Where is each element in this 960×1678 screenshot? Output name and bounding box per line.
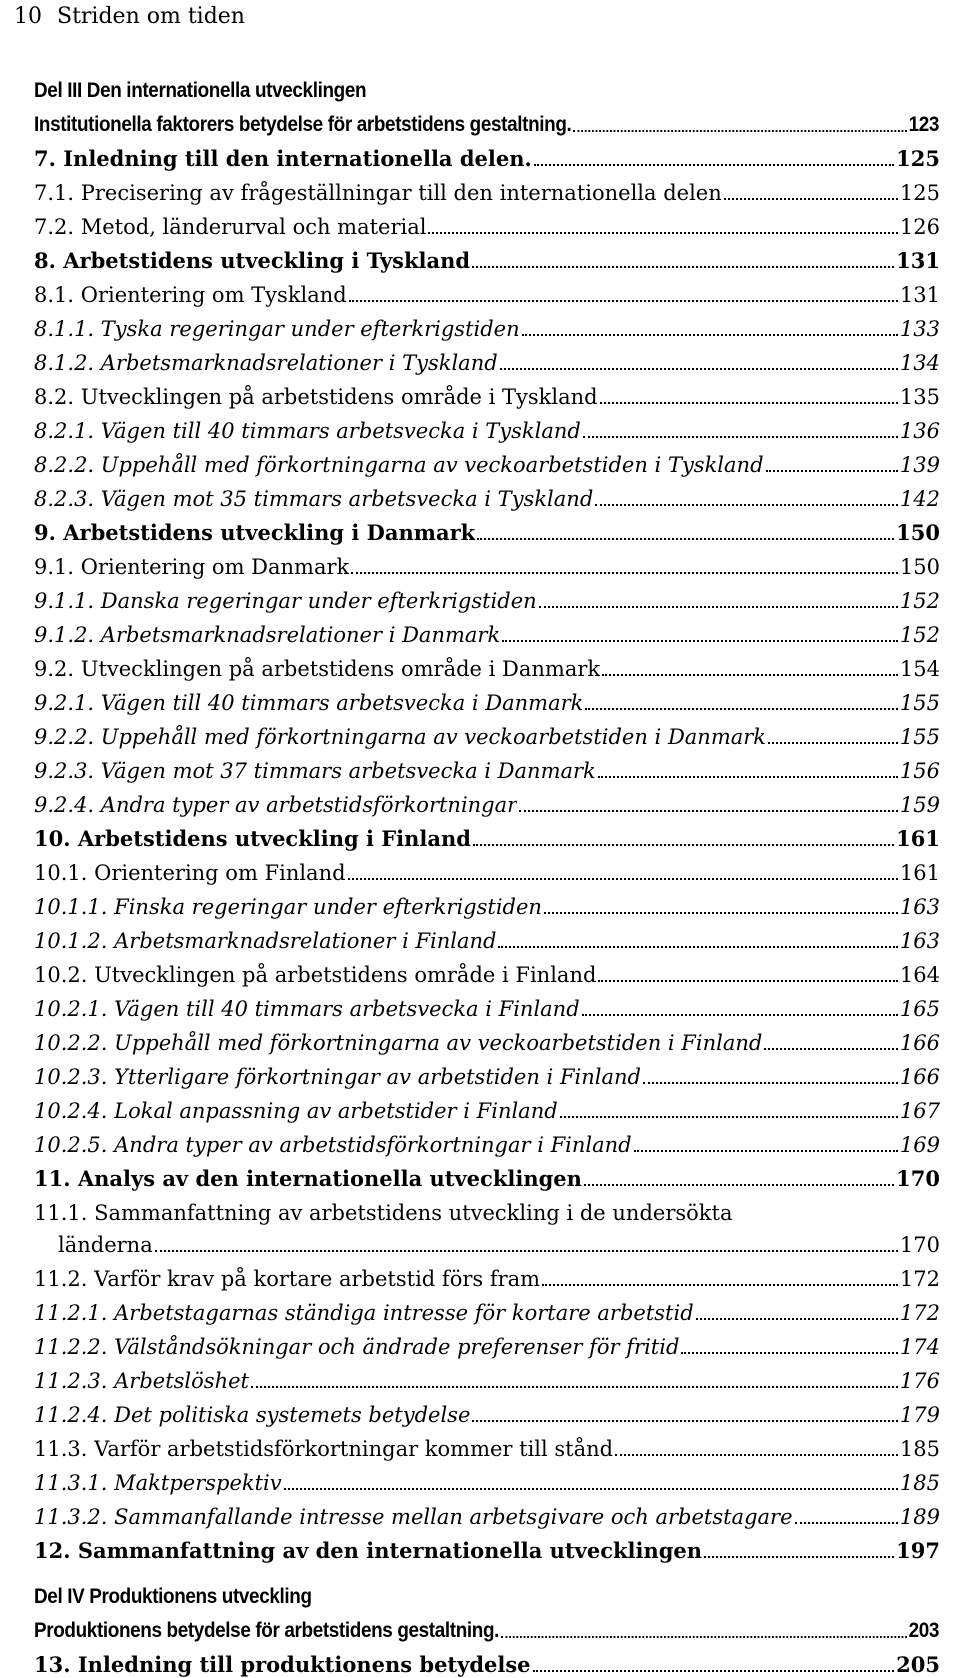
dot-leader: [795, 1522, 898, 1524]
header-running-title: Striden om tiden: [57, 4, 245, 29]
toc-entry: [34, 818, 940, 852]
toc-entry-title: 9.2.1. Vägen till 40 timmars arbetsvecka i Danmark: [34, 691, 584, 715]
toc-entry-page: 170: [896, 1166, 940, 1191]
toc-entry: [34, 1192, 940, 1226]
toc-entry-title: länderna: [58, 1233, 153, 1257]
toc-entry: [34, 240, 940, 274]
toc-entry: [34, 716, 940, 750]
toc-entry: [34, 1258, 940, 1292]
toc-entry-title: 11. Analys av den internationella utvecklingen: [34, 1166, 582, 1191]
toc-entry-page: 131: [896, 248, 940, 273]
toc-entry: [34, 478, 940, 512]
toc-entry-page: 159: [899, 793, 940, 817]
dot-leader: [284, 1488, 898, 1490]
toc-entry-title: 10.2. Utvecklingen på arbetstidens område i Finland: [34, 963, 597, 987]
toc-entry-title: Institutionella faktorers betydelse för arbetstidens gestaltning.: [34, 113, 572, 136]
toc-entry: [34, 512, 940, 546]
toc-entry-page: 176: [899, 1369, 940, 1393]
toc-entry-page: 189: [899, 1505, 940, 1529]
toc-entry: [34, 274, 940, 308]
toc-entry-page: 154: [899, 657, 940, 681]
toc-entry: [34, 580, 940, 614]
dot-leader: [681, 1352, 898, 1354]
dot-leader: [724, 198, 898, 200]
dot-leader: [542, 1284, 898, 1286]
toc-entry-title: 10. Arbetstidens utveckling i Finland: [34, 826, 471, 851]
toc-entry-page: 165: [899, 997, 940, 1021]
toc-entry: [34, 852, 940, 886]
toc-entry: [34, 682, 940, 716]
toc-entry-page: 136: [899, 419, 940, 443]
dot-leader: [764, 1048, 898, 1050]
toc-entry-page: 125: [896, 146, 940, 171]
dot-leader: [560, 1116, 898, 1118]
toc-entry: [34, 444, 940, 478]
dot-leader: [583, 436, 898, 438]
toc-entry: [34, 648, 940, 682]
toc-entry-title: Produktionens betydelse för arbetstidens gestaltning.: [34, 1619, 500, 1642]
dot-leader: [585, 708, 898, 710]
toc-entry: [34, 172, 940, 206]
toc-entry: [34, 376, 940, 410]
toc-entry-title: 8.2.1. Vägen till 40 timmars arbetsvecka i Tyskland: [34, 419, 581, 443]
table-of-contents: [34, 70, 940, 1678]
toc-entry-title: 10.1.1. Finska regeringar under efterkrigstiden: [34, 895, 542, 919]
toc-entry: [34, 1226, 940, 1258]
toc-entry-page: 150: [896, 520, 940, 545]
toc-entry-title: 11.3.1. Maktperspektiv: [34, 1471, 282, 1495]
toc-entry-title: 8.2.2. Uppehåll med förkortningarna av veckoarbetstiden i Tyskland: [34, 453, 764, 477]
toc-entry: [34, 1056, 940, 1090]
dot-leader: [602, 674, 898, 676]
toc-entry-page: 185: [899, 1471, 940, 1495]
toc-entry-title: 11.2.3. Arbetslöshet: [34, 1369, 249, 1393]
toc-entry-title: 9.2.3. Vägen mot 37 timmars arbetsvecka i Danmark: [34, 759, 596, 783]
toc-entry: [34, 1644, 940, 1678]
toc-entry-page: 125: [899, 181, 940, 205]
toc-entry-page: 135: [899, 385, 940, 409]
toc-entry-title: 13. Inledning till produktionens betydelse: [34, 1652, 531, 1677]
toc-entry-title: 7.2. Metod, länderurval och material: [34, 215, 427, 239]
toc-entry-page: 166: [899, 1031, 940, 1055]
toc-entry-title: Del IV Produktionens utveckling: [34, 1585, 312, 1608]
toc-entry-title: 10.2.3. Ytterligare förkortningar av arbetstiden i Finland: [34, 1065, 641, 1089]
toc-entry: [34, 1158, 940, 1192]
toc-entry-page: 166: [899, 1065, 940, 1089]
toc-entry-page: 169: [899, 1133, 940, 1157]
toc-entry-title: 8.1.1. Tyska regeringar under efterkrigstiden: [34, 317, 520, 341]
toc-entry-title: 8. Arbetstidens utveckling i Tyskland: [34, 248, 471, 273]
toc-entry: [34, 784, 940, 818]
dot-leader: [477, 538, 894, 540]
toc-entry: [34, 1394, 940, 1428]
toc-entry-page: 139: [899, 453, 940, 477]
toc-entry-title: 11.2.4. Det politiska systemets betydelse: [34, 1403, 471, 1427]
toc-entry-page: 123: [908, 113, 940, 136]
dot-leader: [598, 980, 898, 982]
dot-leader: [473, 844, 894, 846]
toc-entry: [34, 886, 940, 920]
toc-entry-title: 9.2.4. Andra typer av arbetstidsförkortningar: [34, 793, 518, 817]
toc-entry: [34, 546, 940, 580]
dot-leader: [598, 776, 898, 778]
dot-leader: [766, 470, 898, 472]
toc-entry-page: 170: [899, 1233, 940, 1257]
toc-entry-title: 10.1.2. Arbetsmarknadsrelationer i Finland: [34, 929, 497, 953]
toc-entry-title: 7. Inledning till den internationella delen.: [34, 146, 532, 171]
toc-entry: [34, 1292, 940, 1326]
toc-entry-page: 163: [899, 929, 940, 953]
toc-entry: [34, 1022, 940, 1056]
toc-entry-page: 152: [899, 589, 940, 613]
dot-leader: [349, 300, 898, 302]
toc-entry-title: Del III Den internationella utvecklingen: [34, 79, 367, 102]
toc-entry: [34, 104, 939, 138]
toc-entry-title: 8.1.2. Arbetsmarknadsrelationer i Tyskland: [34, 351, 498, 375]
dot-leader: [519, 810, 898, 812]
dot-leader: [600, 402, 898, 404]
dot-leader: [768, 742, 898, 744]
toc-entry-page: 185: [899, 1437, 940, 1461]
toc-entry: [34, 1326, 940, 1360]
dot-leader: [500, 368, 898, 370]
toc-entry-title: 8.2. Utvecklingen på arbetstidens område i Tyskland: [34, 385, 598, 409]
toc-entry: [34, 750, 940, 784]
toc-entry-page: 163: [899, 895, 940, 919]
toc-entry-title: 10.2.1. Vägen till 40 timmars arbetsvecka i Finland: [34, 997, 580, 1021]
toc-entry: [34, 1576, 939, 1610]
dot-leader: [522, 334, 898, 336]
dot-leader: [251, 1386, 898, 1388]
toc-entry-page: 167: [899, 1099, 940, 1123]
toc-entry: [34, 70, 939, 104]
toc-entry-page: 203: [908, 1619, 940, 1642]
header-page-number: 10: [14, 4, 42, 29]
toc-entry-page: 142: [899, 487, 940, 511]
toc-entry: [34, 920, 940, 954]
toc-entry: [34, 1124, 940, 1158]
toc-entry: [34, 1428, 940, 1462]
dot-leader: [539, 606, 898, 608]
dot-leader: [498, 946, 897, 948]
toc-entry-page: 164: [899, 963, 940, 987]
toc-entry: [34, 342, 940, 376]
dot-leader: [502, 640, 898, 642]
toc-entry-title: 9.1. Orientering om Danmark: [34, 555, 350, 579]
dot-leader: [643, 1082, 898, 1084]
toc-entry: [34, 614, 940, 648]
toc-entry-title: 10.1. Orientering om Finland: [34, 861, 346, 885]
toc-entry-title: 9.1.1. Danska regeringar under efterkrigstiden: [34, 589, 537, 613]
dot-leader: [634, 1150, 898, 1152]
toc-entry: [34, 1462, 940, 1496]
toc-entry-page: 161: [899, 861, 940, 885]
toc-entry-title: 9.2.2. Uppehåll med förkortningarna av veckoarbetstiden i Danmark: [34, 725, 767, 749]
dot-leader: [582, 1014, 898, 1016]
toc-entry-page: 131: [899, 283, 940, 307]
toc-entry: [34, 1496, 940, 1530]
dot-leader: [155, 1250, 898, 1252]
toc-entry-title: 9.1.2. Arbetsmarknadsrelationer i Danmark: [34, 623, 501, 647]
toc-entry-title: 9.2. Utvecklingen på arbetstidens område i Danmark: [34, 657, 601, 681]
toc-entry: [34, 988, 940, 1022]
toc-entry-title: 12. Sammanfattning av den internationella utvecklingen: [34, 1538, 703, 1563]
toc-entry-title: 9. Arbetstidens utveckling i Danmark: [34, 520, 476, 545]
toc-entry-title: 10.2.4. Lokal anpassning av arbetstider i Finland: [34, 1099, 558, 1123]
toc-entry-title: 11.2. Varför krav på kortare arbetstid förs fram: [34, 1267, 541, 1291]
toc-entry-title: 7.1. Precisering av frågeställningar till den internationella delen: [34, 181, 722, 205]
toc-entry-title: 8.1. Orientering om Tyskland: [34, 283, 347, 307]
toc-entry: [34, 410, 940, 444]
toc-entry-title: 11.2.2. Välståndsökningar och ändrade preferenser för fritid: [34, 1335, 680, 1359]
toc-entry: [34, 954, 940, 988]
toc-entry-title: 11.1. Sammanfattning av arbetstidens utveckling i de undersökta: [34, 1201, 733, 1225]
toc-entry-page: 172: [899, 1301, 940, 1325]
toc-entry-page: 174: [899, 1335, 940, 1359]
dot-leader: [348, 878, 898, 880]
toc-entry-page: 205: [896, 1652, 940, 1677]
dot-leader: [534, 164, 894, 166]
toc-entry-page: 126: [899, 215, 940, 239]
toc-entry: [34, 1090, 940, 1124]
dot-leader: [428, 232, 897, 234]
toc-entry-page: 150: [899, 555, 940, 579]
dot-leader: [533, 1670, 895, 1672]
toc-entry-page: 133: [899, 317, 940, 341]
toc-entry-page: 155: [899, 725, 940, 749]
toc-entry-page: 152: [899, 623, 940, 647]
dot-leader: [573, 130, 907, 132]
toc-entry: [34, 138, 940, 172]
dot-leader: [615, 1454, 898, 1456]
toc-entry: [34, 1360, 940, 1394]
running-header: [14, 2, 245, 32]
toc-entry-title: 10.2.5. Andra typer av arbetstidsförkortningar i Finland: [34, 1133, 632, 1157]
dot-leader: [584, 1184, 894, 1186]
dot-leader: [351, 572, 898, 574]
dot-leader: [696, 1318, 898, 1320]
toc-entry: [34, 308, 940, 342]
toc-entry: [34, 206, 940, 240]
toc-entry-title: 8.2.3. Vägen mot 35 timmars arbetsvecka i Tyskland: [34, 487, 594, 511]
dot-leader: [704, 1556, 894, 1558]
toc-entry-page: 197: [896, 1538, 940, 1563]
toc-entry-page: 134: [899, 351, 940, 375]
dot-leader: [595, 504, 898, 506]
toc-entry-title: 11.3.2. Sammanfallande intresse mellan arbetsgivare och arbetstagare: [34, 1505, 793, 1529]
toc-entry-title: 11.2.1. Arbetstagarnas ständiga intresse för kortare arbetstid: [34, 1301, 694, 1325]
dot-leader: [501, 1636, 907, 1638]
toc-entry-page: 156: [899, 759, 940, 783]
toc-entry-title: 10.2.2. Uppehåll med förkortningarna av veckoarbetstiden i Finland: [34, 1031, 763, 1055]
toc-entry-page: 155: [899, 691, 940, 715]
dot-leader: [544, 912, 898, 914]
dot-leader: [472, 1420, 898, 1422]
toc-entry-page: 161: [896, 826, 940, 851]
toc-entry-page: 172: [899, 1267, 940, 1291]
toc-entry-page: 179: [899, 1403, 940, 1427]
toc-entry-title: 11.3. Varför arbetstidsförkortningar kommer till stånd: [34, 1437, 614, 1461]
toc-entry: [34, 1530, 940, 1564]
dot-leader: [472, 266, 894, 268]
